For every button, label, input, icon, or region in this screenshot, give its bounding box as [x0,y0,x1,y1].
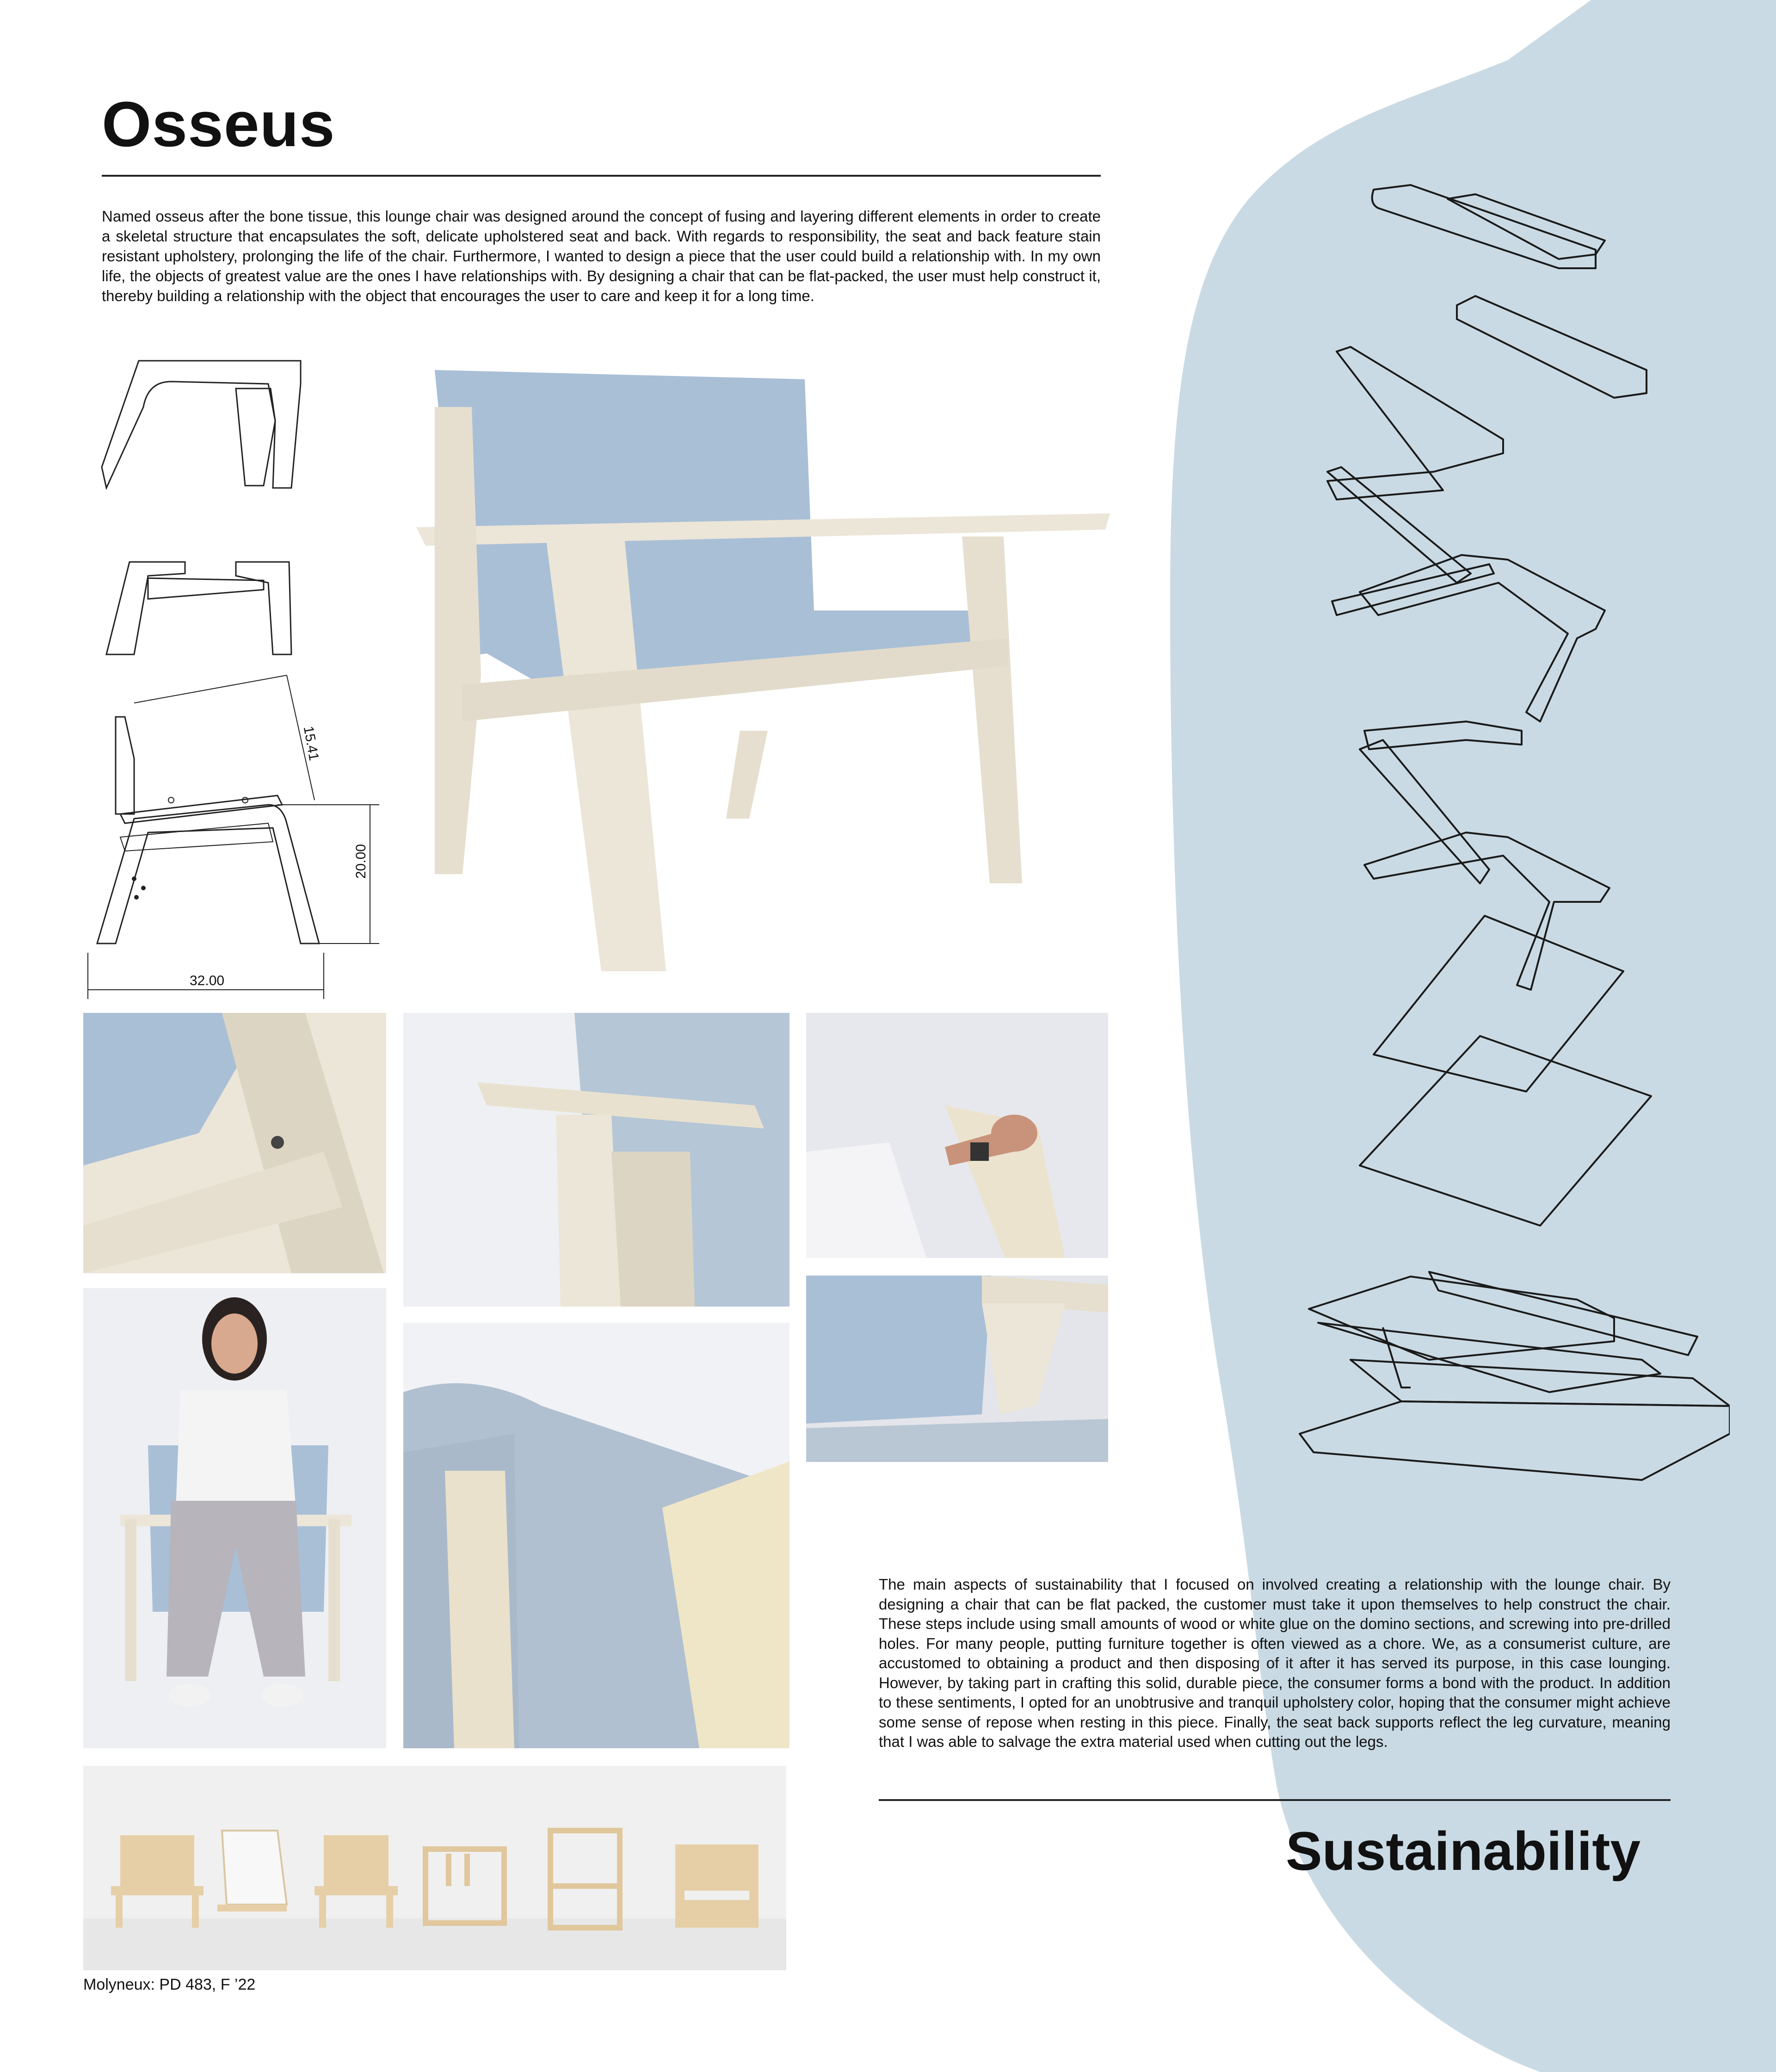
dimension-height-label: 20.00 [353,844,369,879]
prototype-lineup-photo [83,1766,786,1970]
detail-photo-joint [83,1013,386,1273]
intro-paragraph: Named osseus after the bone tissue, this lounge chair was designed around the concept of fusing and layering different elements in order to create a skeletal structure that encapsulates the soft, delicate upholstered seat and back. With regards to responsibility, the seat and back feature stain resistant upholstery, prolonging the life of the chair. Furthermore, I wanted to design a piece that the user could build a relationship with. In my own life, the objects of greatest value are the ones I have relationships with. By designing a chair that can be flat-packed, the user must help construct it, thereby building a relationship with the object that encourages the user to care and keep it for a long time. [102,208,1101,304]
exploded-assembly-drawing [1290,176,1730,1517]
detail-photo-seat-corner [806,1276,1108,1462]
title-divider [102,175,1101,177]
sustainability-heading: Sustainability [1286,1821,1641,1882]
sustainability-paragraph: The main aspects of sustainability that I focused on involved creating a relationship with the lounge chair. By designing a chair that can be flat packed, the customer must take it upon themselves to help construct the chair. These steps include using small amounts of wood or white glue on the domino sections, and screwing into pre-drilled holes. For many people, putting furniture together is often viewed as a chore. We, as a consumerist culture, are accustomed to obtaining a product and then disposing of it after it has served its purpose, in this case lounging. However, by taking part in crafting this solid, durable piece, the consumer forms a bond with the product. In addition to these sentiments, I opted for an unobtrusive and tranquil upholstery color, hoping that the consumer might achieve some sense of repose when resting in this piece. Finally, the seat back supports reflect the leg curvature, meaning that I was able to salvage the extra material used when cutting out the legs. [879,1576,1671,1750]
dimension-drawing [83,666,398,999]
hero-chair-photo [407,352,1110,971]
sustainability-divider [879,1799,1671,1801]
detail-photo-hand [806,1013,1108,1258]
detail-photo-back-corner [403,1323,789,1748]
page-title: Osseus [102,89,335,160]
arm-profile-drawing [97,557,310,659]
leg-profile-drawing [97,352,310,490]
dimension-depth-label: 32.00 [190,973,225,988]
detail-photo-armrest [403,1013,789,1307]
portrait-photo-seated [83,1288,386,1748]
footer-credit: Molyneux: PD 483, F ’22 [83,1976,256,1993]
dimension-back-label: 15.41 [300,725,322,762]
